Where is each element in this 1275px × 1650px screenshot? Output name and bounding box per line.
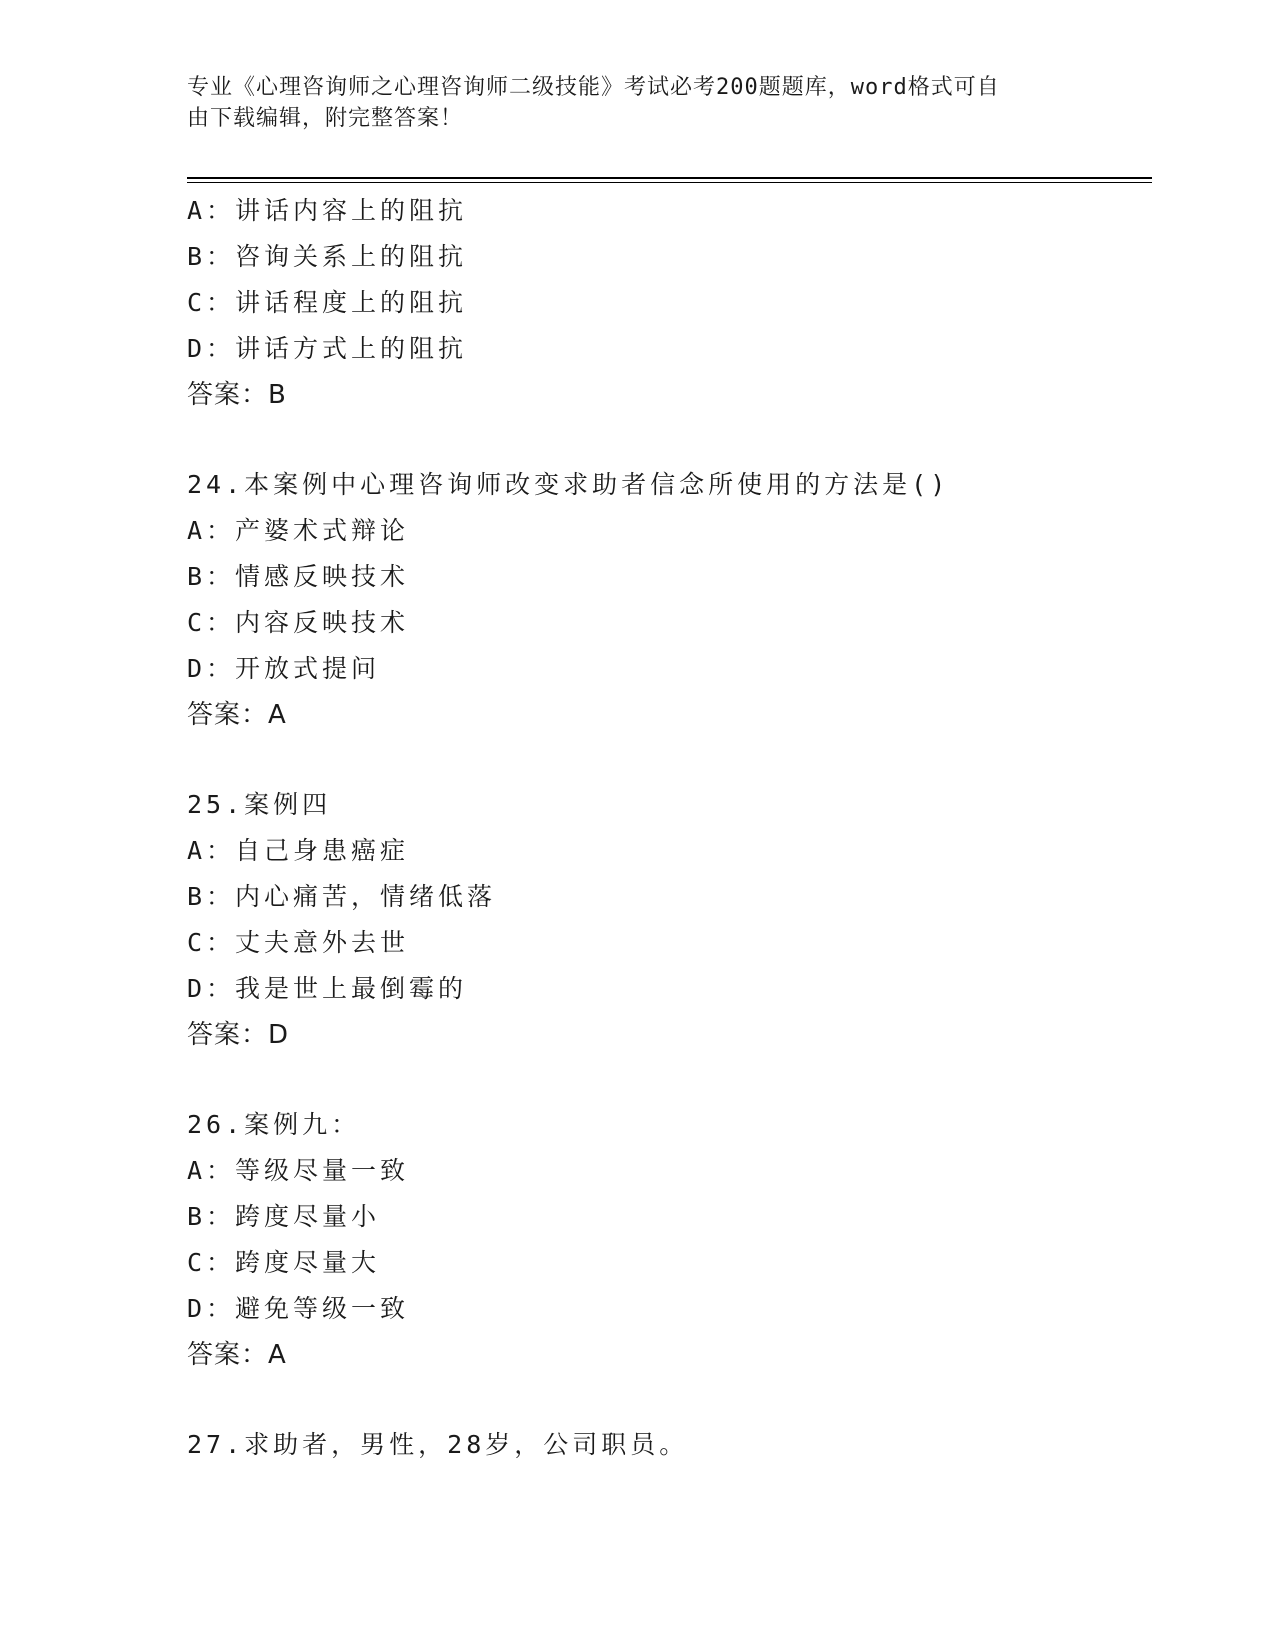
- question-title: 24.本案例中心理咨询师改变求助者信念所使用的方法是(): [187, 470, 950, 499]
- option-c: C：内容反映技术: [187, 608, 410, 637]
- option-d: D：避免等级一致: [187, 1294, 410, 1323]
- option-b: B：情感反映技术: [187, 562, 410, 591]
- question-block-27: [187, 1422, 1152, 1468]
- question-title: 26.案例九：: [187, 1110, 361, 1139]
- option-c: C：丈夫意外去世: [187, 928, 410, 957]
- answer-line: 答案：A: [187, 700, 287, 730]
- option-a: A：自己身患癌症: [187, 836, 410, 865]
- option-c: C：讲话程度上的阻抗: [187, 288, 468, 317]
- option-b: B：跨度尽量小: [187, 1202, 381, 1231]
- question-title: 25.案例四: [187, 790, 332, 819]
- answer-line: 答案：B: [187, 380, 287, 410]
- document-header: [187, 72, 1067, 134]
- answer-line: 答案：A: [187, 1340, 287, 1370]
- answer-line: 答案：D: [187, 1020, 290, 1050]
- question-block-continued: [187, 188, 1152, 418]
- option-c: C：跨度尽量大: [187, 1248, 381, 1277]
- question-spacer: [187, 738, 1152, 782]
- question-title: 27.求助者，男性，28岁，公司职员。: [187, 1430, 689, 1459]
- header-rule-thin: [187, 182, 1152, 183]
- option-b: B：咨询关系上的阻抗: [187, 242, 468, 271]
- question-block-24: [187, 462, 1152, 738]
- header-rule-thick: [187, 177, 1152, 179]
- question-spacer: [187, 1378, 1152, 1422]
- option-d: D：开放式提问: [187, 654, 381, 683]
- header-line-2: 由下载编辑，附完整答案！: [187, 106, 464, 131]
- option-a: A：等级尽量一致: [187, 1156, 410, 1185]
- option-b: B：内心痛苦，情绪低落: [187, 882, 497, 911]
- option-a: A：产婆术式辩论: [187, 516, 410, 545]
- option-d: D：我是世上最倒霉的: [187, 974, 468, 1003]
- option-d: D：讲话方式上的阻抗: [187, 334, 468, 363]
- question-list: [187, 188, 1152, 1468]
- question-spacer: [187, 1058, 1152, 1102]
- question-spacer: [187, 418, 1152, 462]
- question-block-26: [187, 1102, 1152, 1378]
- option-a: A：讲话内容上的阻抗: [187, 196, 468, 225]
- question-block-25: [187, 782, 1152, 1058]
- header-line-1: 专业《心理咨询师之心理咨询师二级技能》考试必考200题题库，word格式可自: [187, 75, 1000, 100]
